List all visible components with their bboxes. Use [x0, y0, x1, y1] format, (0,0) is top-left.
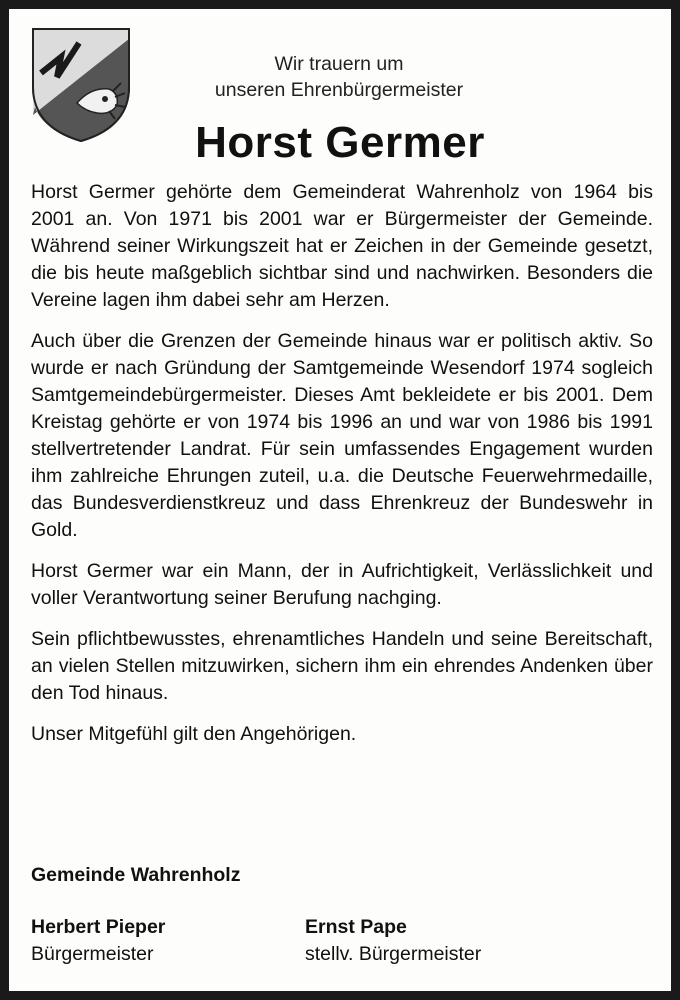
deceased-name: Horst Germer: [195, 118, 485, 167]
paragraph: Sein pflichtbewusstes, ehrenamtliches Handeln und seine Bereitschaft, an vielen Stellen mitzuwirken, sichern ihm ein ehrendes Andenken über den Tod hinaus.: [31, 628, 653, 704]
paragraph: Unser Mitgefühl gilt den Angehörigen.: [31, 723, 357, 745]
signatory-title: Bürgermeister: [31, 943, 154, 965]
signatory-2: [305, 914, 481, 968]
paragraph: Horst Germer gehörte dem Gemeinderat Wahrenholz von 1964 bis 2001 an. Von 1971 bis 2001 war er Bürgermeister der Gemeinde. Während seiner Wirkungszeit hat er Zeichen in der Gemeinde gesetzt, die bis heute maßgeblich sichtbar sind und nachwirken. Besonders die Vereine lagen ihm dabei sehr am Herzen.: [31, 181, 653, 311]
paragraph: Horst Germer war ein Mann, der in Aufrichtigkeit, Verlässlichkeit und voller Verantwortung seiner Berufung nachging.: [31, 560, 653, 609]
obituary-notice: [9, 9, 671, 991]
paragraph: Auch über die Grenzen der Gemeinde hinaus war er politisch aktiv. So wurde er nach Gründung der Samtgemeinde Wesendorf 1974 sogleich Samtgemeindebürgermeister. Dieses Amt bekleidete er bis 2001. Dem Kreistag gehörte er von 1974 bis 1996 an und war von 1986 bis 1991 stellvertretender Landrat. Für sein umfassendes Engagement wurden ihm zahlreiche Ehrungen zuteil, u.a. die Deutsche Feuerwehrmedaille, das Bundesverdienstkreuz und dass Ehrenkreuz der Bundeswehr in Gold.: [31, 330, 653, 541]
intro-line-2: unseren Ehrenbürgermeister: [214, 79, 464, 101]
intro-line-1: Wir trauern um: [274, 53, 404, 75]
signatory-name: Ernst Pape: [305, 916, 407, 938]
signatory-1: [31, 914, 165, 968]
organization-name: Gemeinde Wahrenholz: [31, 864, 241, 886]
signatory-title: stellv. Bürgermeister: [305, 943, 482, 965]
signatory-name: Herbert Pieper: [31, 916, 166, 938]
obituary-text: [31, 179, 653, 762]
intro-heading: [149, 51, 529, 103]
